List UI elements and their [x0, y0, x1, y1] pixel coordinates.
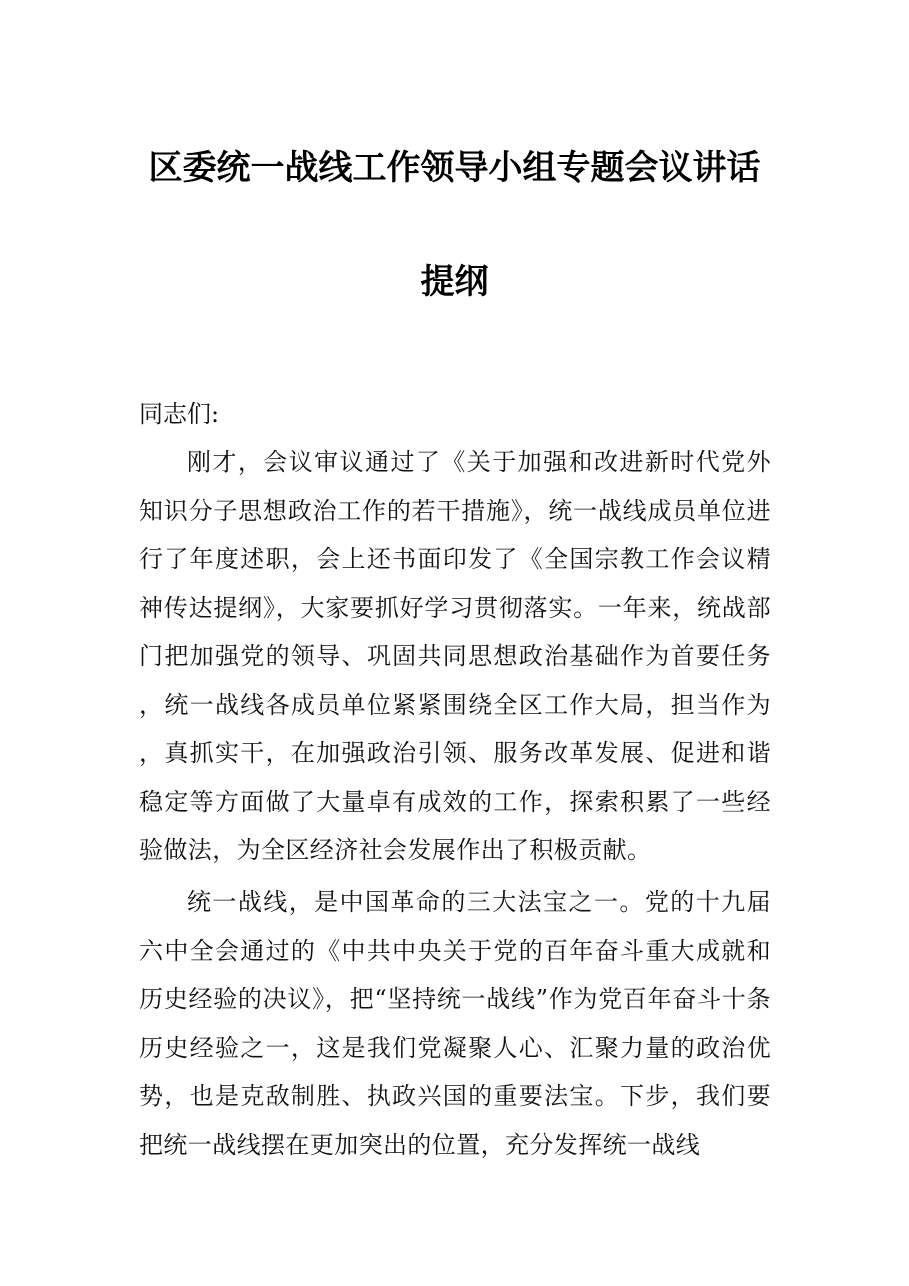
salutation: 同志们:	[139, 400, 220, 428]
paragraph-2: 统一战线，是中国革命的三大法宝之一。党的十九届六中全会通过的《中共中央关于党的百年奋斗重大成就和历史经验的决议》，把“坚持统一战线”作为党百年奋斗十条历史经验之一，这是我们党凝聚人心、汇聚力量的政治优势，也是克敌制胜、执政兴国的重要法宝。下步，我们要把统一战线摆在更加突出的位置，充分发挥统一战线	[139, 888, 771, 1159]
document-title-line-1: 区委统一战线工作领导小组专题会议讲话	[148, 148, 761, 188]
document-title-line-2: 提纲	[420, 262, 489, 302]
paragraph-1: 刚才，会议审议通过了《关于加强和改进新时代党外知识分子思想政治工作的若干措施》，统一战线成员单位进行了年度述职，会上还书面印发了《全国宗教工作会议精神传达提纲》，大家要抓好学习贯彻落实。一年来，统战部门把加强党的领导、巩固共同思想政治基础作为首要任务，统一战线各成员单位紧紧围绕全区工作大局，担当作为，真抓实干，在加强政治引领、服务改革发展、促进和谐稳定等方面做了大量卓有成效的工作，探索积累了一些经验做法，为全区经济社会发展作出了积极贡献。	[139, 448, 771, 864]
